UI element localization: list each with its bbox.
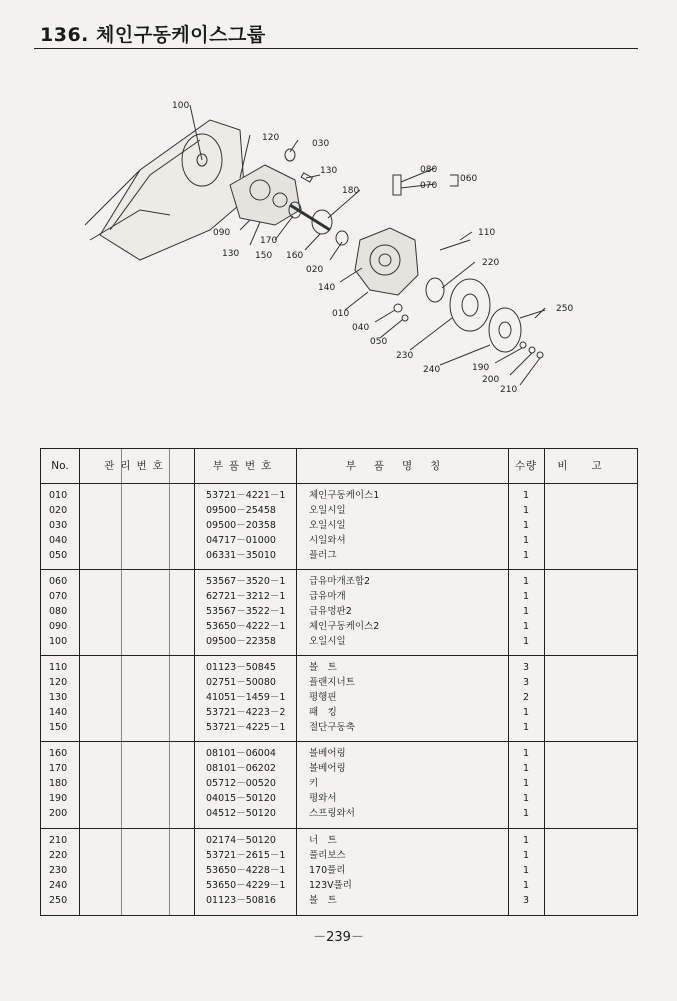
table-row: 180 05712－00520 키 1 bbox=[49, 778, 530, 789]
exploded-parts-diagram bbox=[80, 60, 600, 430]
table-row: 040 04717－01000 시일와셔 1 bbox=[49, 535, 530, 546]
header-part-number: 부품번호 bbox=[212, 460, 278, 472]
callout-label: 230 bbox=[396, 351, 414, 361]
parts-table bbox=[40, 448, 638, 916]
callout-label: 130 bbox=[222, 249, 240, 259]
table-row: 080 53567－3522－1 급유멍판2 1 bbox=[49, 606, 530, 617]
table-row: 070 62721－3212－1 급유마개 1 bbox=[49, 591, 530, 602]
callout-label: 030 bbox=[312, 139, 330, 149]
table-group bbox=[41, 570, 637, 656]
header-quantity: 수량 bbox=[514, 460, 538, 472]
header-part-name: 부품명칭 bbox=[345, 460, 459, 472]
table-row: 130 41051－1459－1 평행핀 2 bbox=[49, 692, 530, 703]
callout-label: 130 bbox=[320, 166, 338, 176]
table-row: 050 06331－35010 플러그 1 bbox=[49, 550, 530, 561]
callout-label: 240 bbox=[423, 365, 441, 375]
table-row: 120 02751－50080 플랜지너트 3 bbox=[49, 677, 530, 688]
callout-label: 170 bbox=[260, 236, 278, 246]
table-row: 030 09500－20358 오일시일 1 bbox=[49, 520, 530, 531]
page-title: 136. 체인구동케이스그룹 bbox=[40, 24, 266, 46]
header-remarks: 비고 bbox=[557, 460, 626, 472]
callout-label: 100 bbox=[172, 101, 190, 111]
table-row: 160 08101－06004 볼베어링 1 bbox=[49, 748, 530, 759]
page-number: －239－ bbox=[313, 930, 364, 945]
callout-label: 080 bbox=[420, 165, 438, 175]
callout-label: 180 bbox=[342, 186, 360, 196]
table-header bbox=[41, 449, 637, 484]
table-row: 190 04015－50120 평와서 1 bbox=[49, 793, 530, 804]
table-row: 020 09500－25458 오일시일 1 bbox=[49, 505, 530, 516]
header-divider bbox=[34, 48, 638, 49]
callout-label: 020 bbox=[306, 265, 324, 275]
table-row: 140 53721－4223－2 패 킹 1 bbox=[49, 707, 530, 718]
table-group bbox=[41, 742, 637, 829]
table-row: 170 08101－06202 볼베어링 1 bbox=[49, 763, 530, 774]
table-row: 210 02174－50120 너 트 1 bbox=[49, 835, 530, 846]
table-row: 150 53721－4225－1 절단구동축 1 bbox=[49, 722, 530, 733]
table-row: 010 53721－4221－1 체인구동케이스1 1 bbox=[49, 490, 530, 501]
table-row: 060 53567－3520－1 급유마개조합2 1 bbox=[49, 576, 530, 587]
callout-label: 090 bbox=[213, 228, 231, 238]
table-row: 250 01123－50816 볼 트 3 bbox=[49, 895, 530, 906]
table-row: 240 53650－4229－1 123V풀리 1 bbox=[49, 880, 530, 891]
callout-label: 220 bbox=[482, 258, 500, 268]
callout-label: 210 bbox=[500, 385, 518, 395]
header-no: No. bbox=[51, 460, 69, 472]
table-row: 110 01123－50845 볼 트 3 bbox=[49, 662, 530, 673]
callout-label: 010 bbox=[332, 309, 350, 319]
callout-label: 160 bbox=[286, 251, 304, 261]
callout-label: 140 bbox=[318, 283, 336, 293]
callout-label: 070 bbox=[420, 181, 438, 191]
callout-label: 120 bbox=[262, 133, 280, 143]
table-group bbox=[41, 484, 637, 570]
table-group bbox=[41, 829, 637, 915]
callout-label: 040 bbox=[352, 323, 370, 333]
table-group bbox=[41, 656, 637, 742]
table-row: 090 53650－4222－1 체인구동케이스2 1 bbox=[49, 621, 530, 632]
callout-label: 150 bbox=[255, 251, 273, 261]
callout-label: 250 bbox=[556, 304, 574, 314]
callout-label: 200 bbox=[482, 375, 500, 385]
header-management-number: 관리번호 bbox=[104, 460, 169, 472]
table-row: 200 04512－50120 스프링와서 1 bbox=[49, 808, 530, 819]
callout-label: 110 bbox=[478, 228, 496, 238]
callout-label: 050 bbox=[370, 337, 388, 347]
callout-label: 190 bbox=[472, 363, 490, 373]
table-row: 230 53650－4228－1 170풀리 1 bbox=[49, 865, 530, 876]
table-row: 100 09500－22358 오일시일 1 bbox=[49, 636, 530, 647]
table-row: 220 53721－2615－1 풀리보스 1 bbox=[49, 850, 530, 861]
callout-label: 060 bbox=[460, 174, 478, 184]
